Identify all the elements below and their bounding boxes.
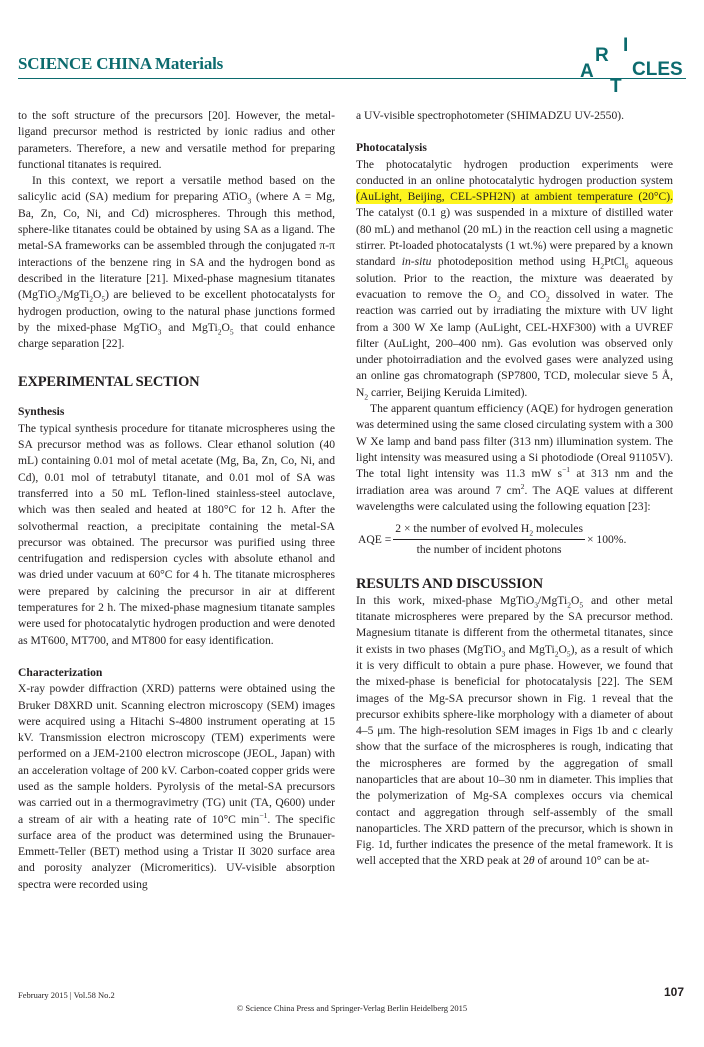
equation-numerator: 2 × the number of evolved $H_2$ molecules (393, 521, 585, 540)
equation-fraction (393, 521, 585, 559)
paragraph: The photocatalytic hydrogen production experiments were conducted in an online photocatalytic hydrogen production system (AuLight, Beijing, CEL-SPH2N) at ambient temperature (20°C). The catalyst (0.1 g) was suspended in a mixture of distilled water (80 mL) and methanol (20 mL) in the reaction cell using a magnetic stirrer. Pt-loaded photocatalysts (1 wt.%) were prepared by a known standard in-situ photodeposition method using $H_2PtCl_6$ aqueous solution. Prior to the reaction, the mixture was deaerated by evacuation to remove the $O_2$ and $CO_2$ dissolved in water. The reaction was carried out by irradiating the mixture with UV light from a 300 W Xe lamp (AuLight, CEL-HXF300) with a UVREF filter (AuLight, 200–400 nm). Gas evolution was observed only under photoirradiation and the evolved gases were analyzed using an online gas chromatograph (SP7800, TCD, molecular sieve 5 Å, $N_2$ carrier, Beijing Keruida Limited). (356, 157, 673, 402)
page-number: 107 (663, 985, 684, 999)
paragraph: In this context, we report a versatile method based on the salicylic acid (SA) medium for preparing ATiO$_3$ (where A = Mg, Ba, Zn, Co, Ni, and Cd) microspheres. Through this method, sphere-like titanates could be obtained by using SA as a ligand. The metal-SA frameworks can be assembled through the conjugated π-π interactions of the benzene ring in SA and the hydrogen bond as described in the literature [21]. Mixed-phase magnesium titanates $(MgTiO_3/MgTi_2O_5)$ are believed to be excellent photocatalysts for hydrogen production, owing to the natural phase junctions formed by the mixed-phase MgTiO$_3$ and $MgTi_2O_5$ that could enhance charge separation [22]. (18, 174, 335, 351)
equation-denominator: the number of incident photons (416, 543, 562, 557)
subsection-heading-synthesis: Synthesis (18, 405, 65, 419)
equation-rhs: × 100%. (586, 532, 627, 546)
logo-letter-a: A (580, 61, 594, 82)
logo-letters-cles: CLES (632, 59, 683, 80)
right-column (356, 108, 673, 870)
paragraph: a UV-visible spectrophotometer (SHIMADZU UV-2550). (356, 109, 625, 122)
paragraph: to the soft structure of the precursors [20]. However, the metal-ligand precursor method is restricted by ionic radius and other parameters. Therefore, a new and versatile method for preparing functional titanates is required. (18, 109, 335, 171)
logo-letter-i: I (623, 35, 629, 56)
section-heading-experimental: EXPERIMENTAL SECTION (18, 374, 200, 391)
aqe-equation (358, 521, 673, 559)
footer-copyright: © Science China Press and Springer-Verlag Berlin Heidelberg 2015 (236, 1003, 468, 1013)
paragraph: The apparent quantum efficiency (AQE) for hydrogen generation was determined using the same closed circulating system with a 300 W Xe lamp and band pass filter (313 nm) illumination system. The light intensity was measured using a Si photodiode (Oreal 91105V). The total light intensity was 11.3 mW $s^{-1}$ at 313 nm and the irradiation area was around 7 $cm^2$. The AQE values at different wavelengths were calculated using the following equation [23]: (356, 402, 674, 513)
subsection-heading-characterization: Characterization (18, 665, 103, 679)
logo-letter-r: R (595, 45, 609, 66)
subsection-heading-photocatalysis: Photocatalysis (356, 141, 427, 155)
paragraph: X-ray powder diffraction (XRD) patterns were obtained using the Bruker D8XRD unit. Scanning electron microscopy (SEM) images were acquired using a Hitachi S-4800 instrument operating at 15 kV. Transmission electron microscopy (TEM) experiments were performed on a JEM-2100 electron microscope (JEOL, Japan) with an acceleration voltage of 200 kV. Carbon-coated copper grids were used as the sample holders. Pyrolysis of the metal-SA precursors was carried out in a thermogravimetry (TG) unit (TA, Q600) under a stream of air with a heating rate of 10°C $\min^{-1}$. The specific surface area of the product was determined using the Brunauer-Emmett-Teller (BET) method using a Tristar II 3020 surface area and porosity analyzer (Micromeritics). UV-visible absorption spectra were recorded using (18, 682, 335, 891)
running-header (18, 35, 686, 97)
section-heading-results: RESULTS AND DISCUSSION (356, 575, 543, 592)
left-column (18, 108, 335, 893)
equation-lhs: AQE = (358, 532, 392, 546)
paragraph: The typical synthesis procedure for titanate microspheres using the SA precursor method was as follows. Clear ethanol solution (40 mL) containing 0.01 mol of metal acetate (Mg, Ba, Zn, Co, Ni, and Cd), 0.01 mol of tetrabutyl titanate, and 0.01 mol of SA was transferred into a 50 mL Teflon-lined stainless-steel autoclave, which was then sealed and heated at 180°C for 12 h. After the solvothermal reaction, a precipitate containing the metal-SA precursor was obtained. The precursor was purified using three centrifugation and redispersion cycles with absolute ethanol and was dried under vacuum at 60°C for 4 h. The titanate microspheres were prepared by calcining the precursor in air at different temperatures for 2 h. The mixed-phase magnesium titanate samples were used for photocatalytic hydrogen production and were denoted as MT600, MT700, and MT800 for easy identification. (18, 421, 335, 647)
journal-title: SCIENCE CHINA Materials (18, 54, 224, 73)
logo-letter-t: T (610, 76, 622, 97)
paragraph: In this work, mixed-phase $MgTiO_3/MgTi_2O_5$ and other metal titanate microspheres were prepared by the SA precursor method. Magnesium titanate is different from the othermetal titanates, since it exists in two phases (MgTiO$_3$ and $MgTi_2O_5$), as a result of which it is very difficult to obtain a pure phase. However, we found that the mixed-phase is beneficial for photocatalysis [22]. The SEM images of the Mg-SA precursor shown in Fig. 1 reveal that the precursor exhibits sphere-like morphology with a diameter of about 4–5 μm. The high-resolution SEM images in Figs 1b and c clearly show that the surface of the microspheres is rough, indicating that the microspheres are formed by the aggregation of small nanoparticles that are about 10–30 nm in diameter. This implies that the polymerization of Mg-SA complexes occurs via chemical contact and aggregation through self-assembly of the small nanoparticles. The XRD pattern of the precursor, which is shown in Fig. 1d, further indicates the presence of the metal framework. It is well accepted that the XRD peak at 2θ of around 10° can be at- (356, 593, 673, 868)
footer-issue: February 2015 | Vol.58 No.2 (18, 990, 115, 1000)
articles-logo (576, 32, 686, 97)
highlighted-text: (AuLight, Beijing, CEL-SPH2N) at ambient temperature (20°C). (356, 190, 673, 204)
